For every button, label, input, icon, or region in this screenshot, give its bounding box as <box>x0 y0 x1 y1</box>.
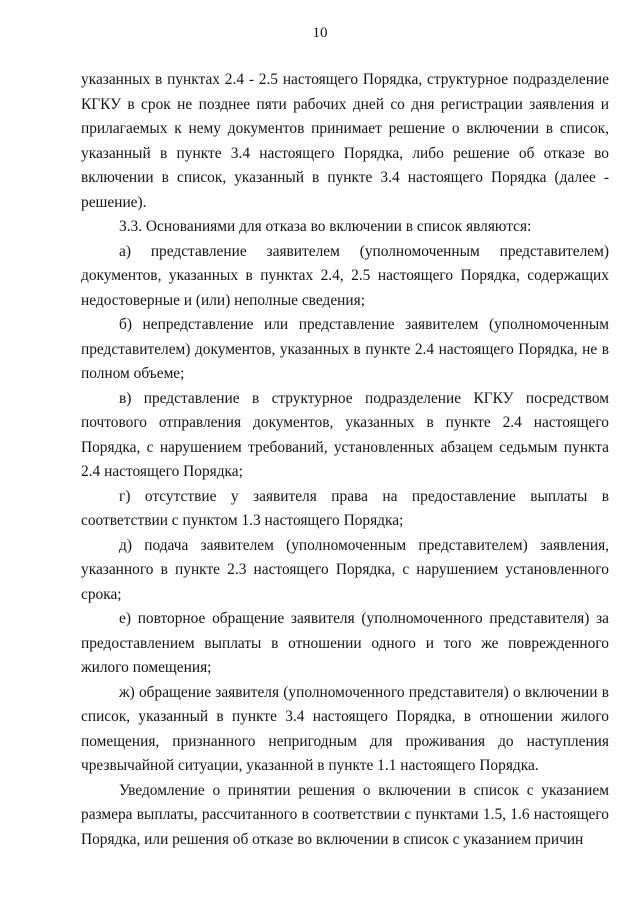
paragraph-continuation: указанных в пунктах 2.4 - 2.5 настоящего Порядка, структурное подразделение КГКУ в срок не позднее пяти рабочих дней со дня регистрации заявления и прилагаемых к нему документов принимает решение о включении в список, указанный в пункте 3.4 настоящего Порядка, либо решение об отказе во включении в список, указанный в пункте 3.4 настоящего Порядка (далее - решение). <box>81 71 609 211</box>
document-body <box>81 68 609 852</box>
paragraph-item-g: г) отсутствие у заявителя права на предоставление выплаты в соответствии с пунктом 1.3 настоящего Порядка; <box>81 487 609 529</box>
paragraph-item-e: е) повторное обращение заявителя (уполномоченного представителя) за предоставлением выплаты в отношении одного и того же поврежденного жилого помещения; <box>81 610 609 676</box>
paragraph-item-v: в) представление в структурное подразделение КГКУ посредством почтового отправления документов, указанных в пункте 2.4 настоящего Порядка, с нарушением требований, установленных абзацем седьмым пункта 2.4 настоящего Порядка; <box>81 389 609 480</box>
paragraph-item-zh: ж) обращение заявителя (уполномоченного представителя) о включении в список, указанный в пункте 3.4 настоящего Порядка, в отношении жилого помещения, признанного непригодным для проживания до наступления чрезвычайной ситуации, указанной в пункте 1.1 настоящего Порядка. <box>81 683 609 774</box>
paragraph-item-b: б) непредставление или представление заявителем (уполномоченным представителем) документов, указанных в пункте 2.4 настоящего Порядка, не в полном объеме; <box>81 316 609 382</box>
paragraph-item-a: а) представление заявителем (уполномоченным представителем) документов, указанных в пунктах 2.4, 2.5 настоящего Порядка, содержащих недостоверные и (или) неполные сведения; <box>81 242 609 309</box>
paragraph-item-d: д) подача заявителем (уполномоченным представителем) заявления, указанного в пункте 2.3 настоящего Порядка, с нарушением установленного срока; <box>81 536 609 603</box>
paragraph-clause-3-3: 3.3. Основаниями для отказа во включении в список являются: <box>119 218 532 235</box>
paragraph-notification: Уведомление о принятии решения о включении в список с указанием размера выплаты, рассчитанного в соответствии с пунктами 1.5, 1.6 настоящего Порядка, или решения об отказе во включении в список с указанием причин <box>81 781 609 848</box>
page-number: 10 <box>312 25 328 41</box>
